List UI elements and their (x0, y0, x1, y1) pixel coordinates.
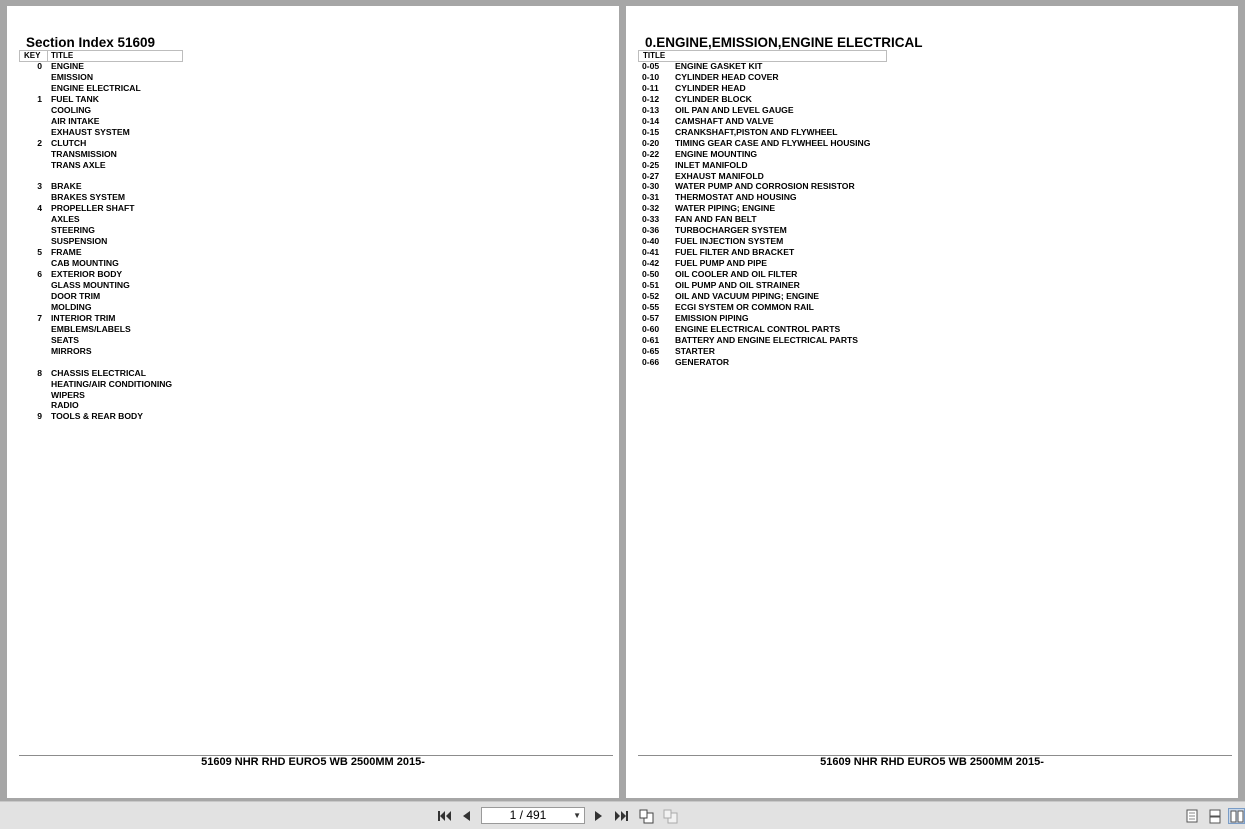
list-item[interactable] (626, 171, 1226, 182)
item-key: 0-20 (642, 137, 660, 148)
key-column-header: KEY (24, 51, 41, 60)
item-key: 0-52 (642, 290, 660, 301)
item-key: 0-50 (642, 269, 660, 280)
continuous-view-icon[interactable] (1207, 808, 1222, 824)
list-item[interactable] (7, 324, 607, 335)
list-item[interactable] (7, 291, 607, 302)
left-document-page (7, 6, 619, 798)
item-title: RADIO (51, 400, 79, 411)
item-title: FRAME (51, 247, 82, 258)
title-column-header: TITLE (51, 51, 74, 60)
item-title: EXHAUST MANIFOLD (675, 170, 764, 181)
list-item[interactable] (626, 192, 1226, 203)
chevron-down-icon: ▼ (573, 811, 581, 820)
item-title: AXLES (51, 214, 80, 225)
item-title: EMISSION (51, 71, 94, 82)
item-key: 0-41 (642, 247, 660, 258)
item-title: BRAKES SYSTEM (51, 192, 126, 203)
item-title: THERMOSTAT AND HOUSING (675, 192, 797, 203)
list-item[interactable] (626, 94, 1226, 105)
item-title: BRAKE (51, 181, 82, 192)
chapter-title: 0.ENGINE,EMISSION,ENGINE ELECTRICAL (645, 35, 923, 50)
list-item[interactable] (7, 247, 607, 258)
item-title: TRANS AXLE (51, 159, 106, 170)
item-title: EMBLEMS/LABELS (51, 323, 131, 334)
list-item[interactable] (7, 346, 607, 357)
item-title: FUEL TANK (51, 93, 99, 104)
item-title: MOLDING (51, 301, 92, 312)
list-item[interactable] (626, 357, 1226, 368)
item-key: 0-40 (642, 236, 660, 247)
item-title: CAMSHAFT AND VALVE (675, 115, 774, 126)
list-item[interactable] (626, 346, 1226, 357)
item-key: 3 (37, 181, 42, 192)
item-title: GLASS MOUNTING (51, 280, 130, 290)
item-title: OIL COOLER AND OIL FILTER (675, 269, 798, 280)
list-item[interactable] (7, 258, 607, 269)
item-title: WIPERS (51, 389, 85, 400)
item-key: 0-05 (642, 61, 660, 71)
item-key: 0-36 (642, 225, 660, 236)
list-item[interactable] (7, 368, 607, 379)
item-title: EXHAUST SYSTEM (51, 126, 130, 137)
item-key: 0-22 (642, 148, 660, 159)
rotate-disabled-icon[interactable] (662, 808, 679, 824)
item-title: CYLINDER BLOCK (675, 93, 752, 104)
item-title: ENGINE MOUNTING (675, 148, 758, 159)
item-key: 0-55 (642, 301, 660, 312)
item-key: 1 (37, 93, 42, 104)
page-indicator: 1 / 491 (509, 808, 547, 822)
item-key: 0-31 (642, 192, 660, 203)
list-item[interactable] (7, 313, 607, 324)
list-item[interactable] (7, 61, 607, 72)
list-item[interactable] (626, 291, 1226, 302)
item-title: FAN AND FAN BELT (675, 214, 757, 225)
list-item[interactable] (7, 379, 607, 390)
list-item[interactable] (626, 138, 1226, 149)
item-key: 0-65 (642, 345, 660, 356)
list-item[interactable] (626, 280, 1226, 291)
item-title: AIR INTAKE (51, 115, 100, 126)
list-item[interactable] (626, 61, 1226, 72)
item-title: WATER PIPING; ENGINE (675, 203, 776, 214)
item-key: 2 (37, 137, 42, 148)
item-title: OIL PAN AND LEVEL GAUGE (675, 104, 794, 115)
item-title: FUEL FILTER AND BRACKET (675, 247, 795, 258)
list-item[interactable] (7, 302, 607, 313)
item-key: 0-12 (642, 93, 660, 104)
item-key: 4 (37, 203, 42, 214)
item-key: 8 (37, 367, 42, 378)
item-title: SUSPENSION (51, 236, 108, 247)
item-key: 0-11 (642, 82, 659, 93)
list-item[interactable] (626, 149, 1226, 160)
item-title: CRANKSHAFT,PISTON AND FLYWHEEL (675, 126, 838, 137)
item-title: ENGINE ELECTRICAL CONTROL PARTS (675, 323, 841, 334)
list-item[interactable] (626, 302, 1226, 313)
item-key: 0-32 (642, 203, 660, 214)
item-title: TIMING GEAR CASE AND FLYWHEEL HOUSING (675, 137, 871, 148)
item-key: 0-14 (642, 115, 660, 126)
title-column-header: TITLE (643, 51, 666, 60)
item-title: MIRRORS (51, 345, 92, 356)
two-page-view-icon[interactable] (1228, 808, 1245, 824)
list-item[interactable] (626, 225, 1226, 236)
item-title: STEERING (51, 225, 95, 236)
list-item[interactable] (7, 171, 607, 182)
item-title: SEATS (51, 334, 80, 345)
item-title: TRANSMISSION (51, 148, 117, 159)
item-title: GENERATOR (675, 356, 730, 367)
list-item[interactable] (7, 160, 607, 171)
item-title: HEATING/AIR CONDITIONING (51, 378, 173, 389)
list-item[interactable] (626, 335, 1226, 346)
list-item[interactable] (626, 214, 1226, 225)
list-item[interactable] (626, 269, 1226, 280)
list-item[interactable] (626, 258, 1226, 269)
last-page-icon[interactable] (613, 808, 629, 824)
item-title: PROPELLER SHAFT (51, 203, 135, 214)
item-title: ENGINE ELECTRICAL (51, 82, 141, 93)
item-title: TURBOCHARGER SYSTEM (675, 225, 787, 236)
viewer-toolbar (0, 801, 1245, 829)
item-key: 0-60 (642, 323, 660, 334)
item-key: 0-30 (642, 181, 660, 192)
item-key: 0-66 (642, 356, 660, 367)
item-key: 0-27 (642, 170, 660, 181)
list-item[interactable] (7, 357, 607, 368)
item-title: TOOLS & REAR BODY (51, 411, 143, 422)
list-item[interactable] (626, 203, 1226, 214)
item-title: EXTERIOR BODY (51, 269, 123, 280)
list-item[interactable] (7, 280, 607, 291)
item-title: ECGI SYSTEM OR COMMON RAIL (675, 301, 814, 312)
item-title: BATTERY AND ENGINE ELECTRICAL PARTS (675, 334, 859, 345)
item-title: WATER PUMP AND CORROSION RESISTOR (675, 181, 855, 192)
item-key: 9 (37, 411, 42, 422)
item-title: DOOR TRIM (51, 290, 101, 301)
item-title: CLUTCH (51, 137, 87, 148)
single-page-view-icon[interactable] (1184, 808, 1199, 824)
item-key: 0-10 (642, 71, 660, 82)
item-title: INTERIOR TRIM (51, 312, 116, 323)
list-item[interactable] (7, 105, 607, 116)
page-number-select[interactable] (481, 807, 585, 824)
item-title: CYLINDER HEAD (675, 82, 746, 93)
list-item[interactable] (7, 335, 607, 346)
item-title: CAB MOUNTING (51, 258, 119, 269)
item-key: 0 (37, 61, 42, 71)
item-key: 6 (37, 269, 42, 280)
item-title: EMISSION PIPING (675, 312, 749, 323)
list-item[interactable] (7, 127, 607, 138)
list-item[interactable] (7, 83, 607, 94)
item-title: CYLINDER HEAD COVER (675, 71, 779, 82)
item-key: 5 (37, 247, 42, 258)
item-title: INLET MANIFOLD (675, 159, 748, 170)
item-key: 0-33 (642, 214, 660, 225)
item-title: OIL PUMP AND OIL STRAINER (675, 280, 800, 290)
list-item[interactable] (7, 138, 607, 149)
item-title: FUEL PUMP AND PIPE (675, 258, 768, 269)
list-item[interactable] (626, 116, 1226, 127)
list-item[interactable] (626, 160, 1226, 171)
list-item[interactable] (7, 192, 607, 203)
list-item[interactable] (7, 94, 607, 105)
list-item[interactable] (7, 214, 607, 225)
page-footer: 51609 NHR RHD EURO5 WB 2500MM 2015- (820, 756, 1044, 768)
list-item[interactable] (626, 83, 1226, 94)
item-title: ENGINE GASKET KIT (675, 61, 763, 71)
item-title: ENGINE (51, 61, 84, 71)
list-item[interactable] (626, 72, 1226, 83)
next-page-icon[interactable] (592, 808, 606, 824)
first-page-icon[interactable] (437, 808, 453, 824)
item-key: 0-25 (642, 159, 660, 170)
item-key: 0-42 (642, 258, 660, 269)
list-item[interactable] (7, 181, 607, 192)
item-key: 7 (37, 312, 42, 323)
item-key: 0-61 (642, 334, 660, 345)
item-key: 0-13 (642, 104, 660, 115)
list-item[interactable] (626, 105, 1226, 116)
list-item[interactable] (7, 400, 607, 411)
list-item[interactable] (7, 411, 607, 422)
item-title: COOLING (51, 104, 92, 115)
item-title: FUEL INJECTION SYSTEM (675, 236, 784, 247)
list-item[interactable] (626, 181, 1226, 192)
list-item[interactable] (7, 149, 607, 160)
section-index-title: Section Index 51609 (26, 35, 156, 50)
list-item[interactable] (626, 236, 1226, 247)
list-item[interactable] (626, 324, 1226, 335)
page-footer: 51609 NHR RHD EURO5 WB 2500MM 2015- (201, 756, 425, 768)
list-item[interactable] (7, 225, 607, 236)
list-item[interactable] (7, 269, 607, 280)
previous-page-icon[interactable] (459, 808, 473, 824)
list-item[interactable] (7, 236, 607, 247)
item-title: STARTER (675, 345, 715, 356)
list-item[interactable] (7, 390, 607, 401)
rotate-icon[interactable] (638, 808, 655, 824)
list-item[interactable] (626, 127, 1226, 138)
item-key: 0-57 (642, 312, 660, 323)
right-document-page (626, 6, 1238, 798)
item-title: CHASSIS ELECTRICAL (51, 367, 147, 378)
item-key: 0-15 (642, 126, 660, 137)
list-item[interactable] (626, 247, 1226, 258)
list-item[interactable] (626, 313, 1226, 324)
list-item[interactable] (7, 116, 607, 127)
list-item[interactable] (7, 203, 607, 214)
item-key: 0-51 (642, 280, 660, 290)
item-title: OIL AND VACUUM PIPING; ENGINE (675, 290, 820, 301)
list-item[interactable] (7, 72, 607, 83)
